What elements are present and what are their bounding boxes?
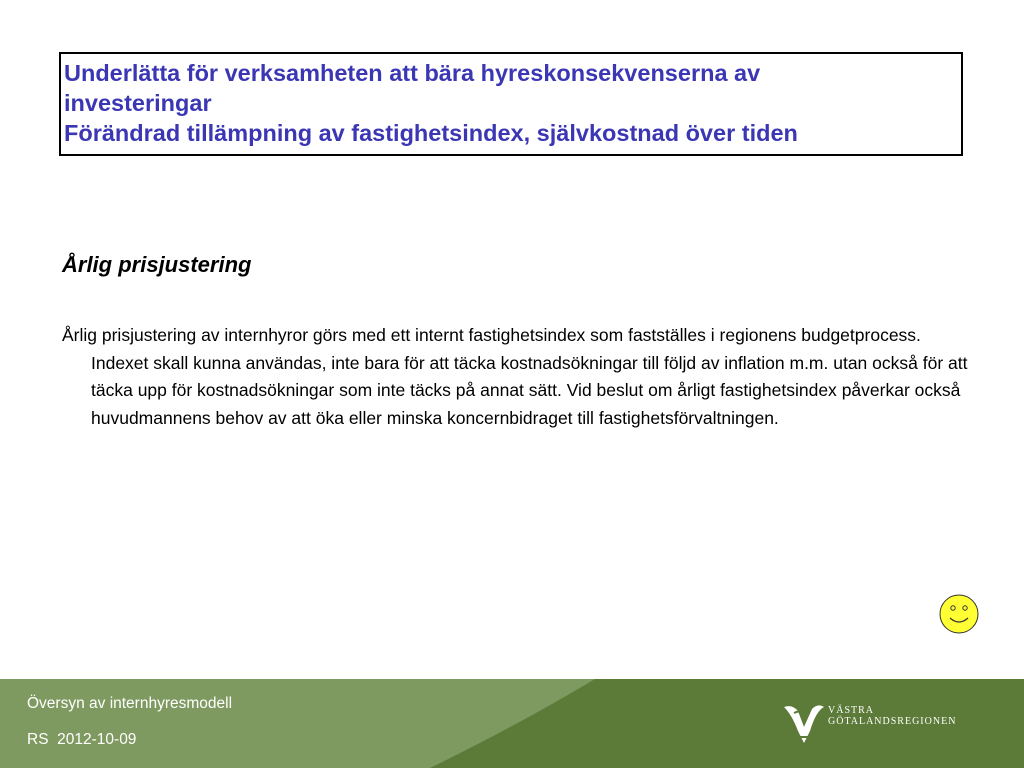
section-heading: Årlig prisjustering bbox=[62, 252, 252, 277]
logo-text-line-1: VÄSTRA bbox=[828, 705, 875, 716]
body-line-6: fastighetsförvaltningen. bbox=[598, 407, 779, 428]
title-line-3: Förändrad tillämpning av fastighetsindex, självkostnad över tiden bbox=[64, 120, 798, 146]
footer-meta: RS 2012-10-09 bbox=[27, 731, 137, 748]
footer-bar bbox=[0, 679, 1024, 768]
body-line-5: påverkar också huvudmannens behov av att öka eller minska koncernbidraget till bbox=[91, 380, 961, 428]
title-line-2: investeringar bbox=[64, 90, 212, 116]
title-line-1: Underlätta för verksamheten att bära hyreskonsekvenserna av bbox=[64, 60, 761, 86]
body-line-3: kostnadsökningar till följd av inflation m.m. utan också för att täcka upp för bbox=[91, 352, 968, 400]
body-line-1: Årlig prisjustering av internhyror görs med ett internt fastighetsindex som fastställes i bbox=[62, 325, 715, 345]
title-box bbox=[59, 52, 963, 156]
vgr-logo-icon bbox=[782, 701, 826, 745]
body-line-2: regionens budgetprocess. Indexet skall kunna användas, inte bara för att täcka bbox=[91, 325, 921, 373]
body-line-4: kostnadsökningar som inte täcks på annat sätt. Vid beslut om årligt fastighetsindex bbox=[197, 380, 837, 400]
body-paragraph bbox=[62, 322, 971, 432]
footer-title: Översyn av internhyresmodell bbox=[27, 695, 233, 712]
logo-text-line-2: GÖTALANDSREGIONEN bbox=[828, 716, 957, 727]
smiley-face-icon bbox=[939, 594, 979, 634]
vgr-logo bbox=[782, 701, 956, 745]
